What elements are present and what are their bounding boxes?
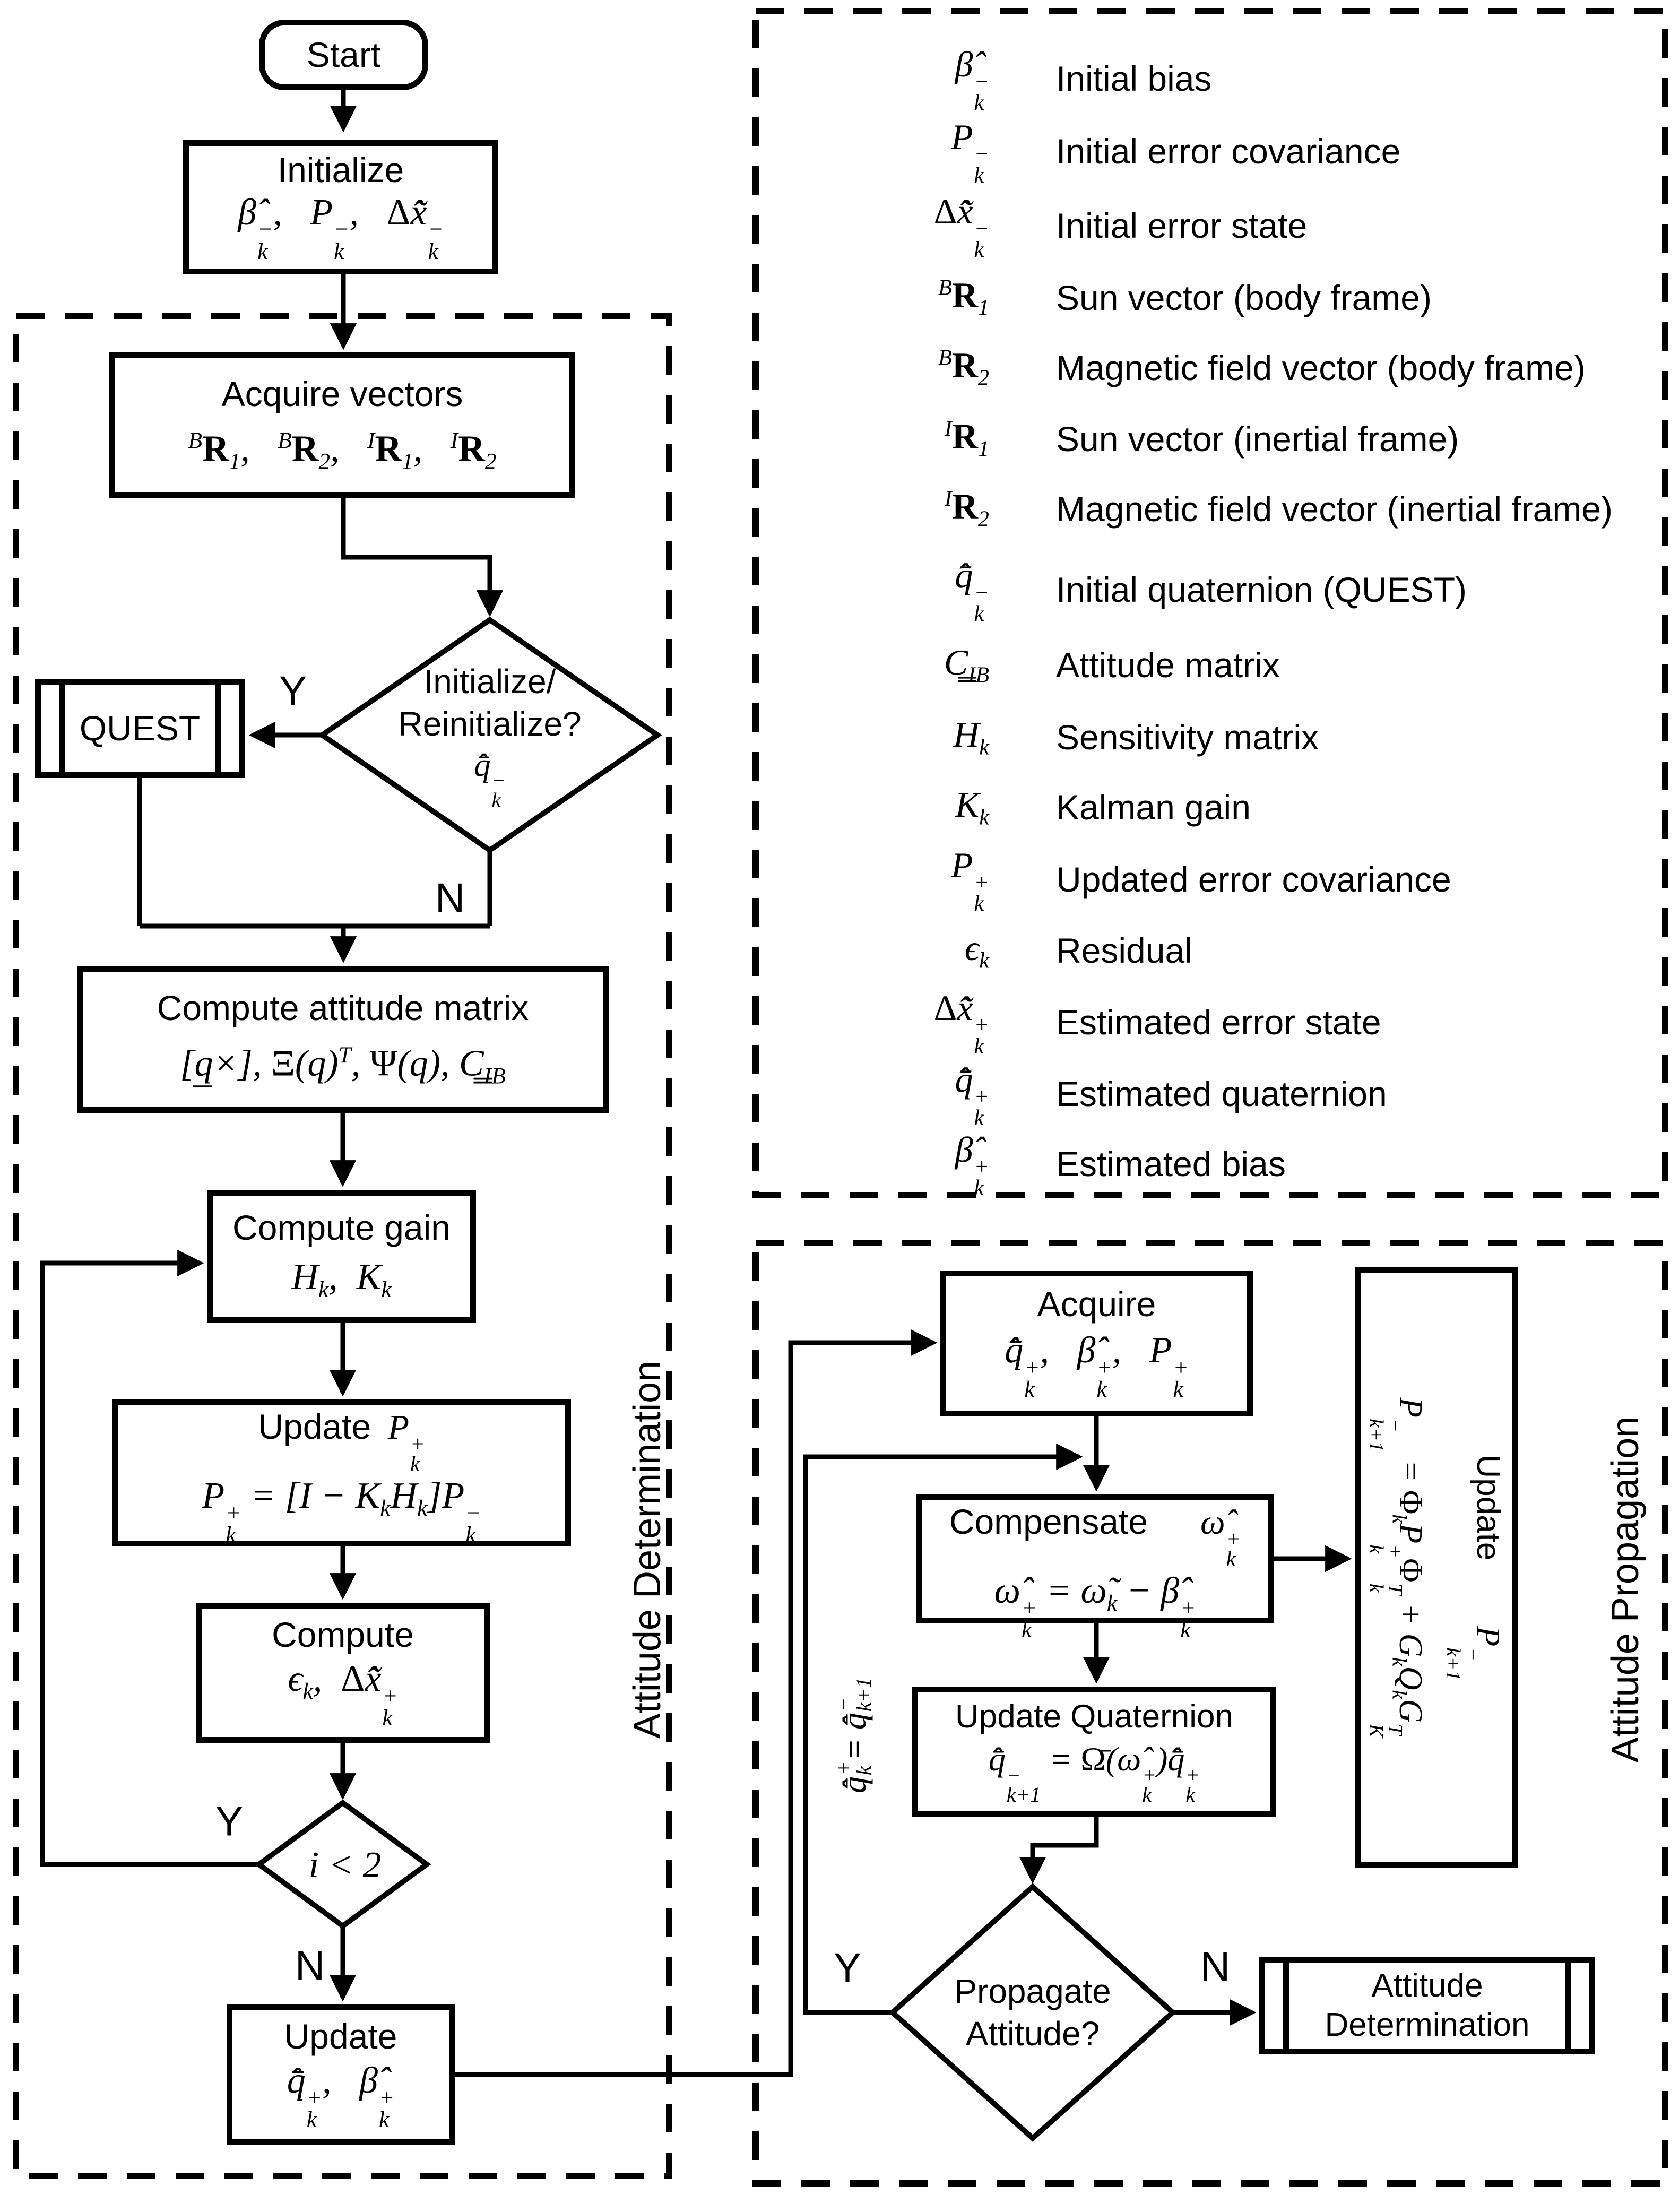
propagate-decision-text: [900, 1949, 1165, 2076]
attitude-propagation-label-wrap: [1584, 1351, 1666, 1828]
update-p-math: P + k = $[I - K_kH_k]P$ − k: [202, 1475, 481, 1548]
update-covariance-node-right: [1355, 1267, 1518, 1868]
iteration-decision-text: [276, 1834, 414, 1897]
iteration-yes-label: Y: [215, 1798, 244, 1845]
propagate-line2: Attitude?: [965, 2015, 1100, 2053]
init-decision-yes-label: Y: [279, 667, 307, 714]
init-decision-text: [357, 650, 622, 820]
update-covariance-title: Update P − k+1: [1442, 1454, 1507, 1681]
initialize-title: Initialize: [277, 150, 404, 190]
feedback-label: q̄̂ + k = q̄̂ − k+1: [832, 1677, 876, 1794]
legend-symbol: $\epsilon_k$: [964, 928, 989, 973]
propagate-no-label: N: [1200, 1943, 1231, 1990]
compute-attitude-math: [q̲×], $\Xi(q)^T$, Ψ(q), $C̳_{IB}$: [180, 1042, 506, 1088]
quest-node: [35, 679, 245, 778]
legend-description: Estimated quaternion: [1056, 1074, 1387, 1113]
compute-attitude-node: [77, 966, 609, 1113]
attdet-left-bar: [1283, 1963, 1289, 2049]
legend-description: Initial error state: [1056, 206, 1308, 245]
legend-symbol: $^BR_1$: [938, 275, 989, 321]
legend-symbol: $^IR_2$: [944, 486, 989, 532]
legend-symbol: $H_k$: [953, 714, 989, 760]
legend-description: Attitude matrix: [1056, 645, 1280, 685]
legend-symbol: $C̳_{IB}$: [944, 642, 989, 688]
legend-description: Magnetic field vector (inertial frame): [1056, 489, 1613, 529]
initialize-node: [183, 140, 498, 274]
legend-symbol: q̄̂ − k: [955, 555, 989, 627]
propagate-yes-label: Y: [833, 1944, 862, 1991]
quest-label: QUEST: [79, 708, 201, 748]
legend-description: Estimated bias: [1056, 1144, 1286, 1183]
acquire-vectors-node: [109, 352, 575, 498]
compute-residual-node: [196, 1603, 490, 1743]
compute-gain-title: Compute gain: [232, 1207, 451, 1247]
attdet-ref-line1: Attitude: [1371, 1967, 1483, 2004]
legend-symbol: P − k: [951, 116, 989, 188]
init-decision-math: q̄̂ − k: [474, 747, 506, 811]
legend-panel: [756, 11, 1665, 1201]
acquire-vectors-title: Acquire vectors: [221, 374, 463, 414]
start-node: [259, 20, 428, 90]
attitude-determination-ref-node: [1259, 1957, 1595, 2054]
propagate-line1: Propagate: [954, 1972, 1111, 2010]
attdet-right-bar: [1565, 1963, 1571, 2049]
compensate-math: ω̂ + k = $\omegã_k$ − β̂ + k: [994, 1570, 1196, 1643]
start-label: Start: [306, 34, 381, 74]
legend-description: Initial quaternion (QUEST): [1056, 570, 1467, 609]
update-state-math: q̄̂ + k , β̂ + k: [287, 2060, 395, 2132]
compute-residual-title: Compute: [272, 1614, 414, 1654]
initialize-math: β̂ − k , P − k , Δx̃̂ − k: [238, 192, 444, 264]
legend-description: Updated error covariance: [1056, 860, 1451, 899]
update-state-title: Update: [284, 2016, 397, 2056]
legend-description: Magnetic field vector (body frame): [1056, 348, 1586, 387]
init-decision-line2: Reinitialize?: [398, 704, 582, 743]
acquire-state-math: q̄̂ + k , β̂ + k , P + k: [1005, 1330, 1189, 1403]
legend-symbol: $K_k$: [955, 784, 989, 830]
acquire-state-title: Acquire: [1037, 1284, 1156, 1324]
update-covariance-rotated-content: [1361, 1273, 1512, 1862]
acquire-vectors-math: $^BR_1$, $^BR_2$, $^IR_1$, $^IR_2$: [188, 428, 497, 474]
legend-description: Initial error covariance: [1056, 132, 1401, 171]
iteration-condition: i < 2: [308, 1845, 382, 1886]
legend-symbol: β̂ − k: [955, 44, 989, 116]
feedback-label-wrap: [820, 1539, 889, 1932]
update-quaternion-node: [912, 1687, 1276, 1817]
legend-description: Sensitivity matrix: [1056, 718, 1319, 757]
compute-attitude-title: Compute attitude matrix: [157, 988, 529, 1028]
legend-description: Kalman gain: [1056, 788, 1251, 827]
update-covariance-node-left: [112, 1399, 571, 1546]
legend-description: Initial bias: [1056, 59, 1212, 98]
init-decision-line1: Initialize/: [423, 662, 556, 701]
attitude-determination-label: Attitude Determination: [626, 1360, 669, 1739]
init-decision-no-label: N: [435, 874, 465, 921]
attitude-determination-label-wrap: [610, 1332, 685, 1767]
attdet-ref-line2: Determination: [1325, 2007, 1530, 2043]
update-quaternion-math: q̄̂ − k+1 = Ω̄(ω̂ + k )q̄̂ + k: [988, 1740, 1200, 1807]
compute-gain-math: $H_k$, $K_k$: [291, 1257, 392, 1303]
update-p-title: Update P + k: [258, 1407, 425, 1476]
legend-symbol: Δx̃̂ − k: [933, 191, 989, 263]
legend-symbol: $^IR_1$: [944, 416, 989, 462]
legend-description: Residual: [1056, 931, 1192, 970]
legend-description: Sun vector (inertial frame): [1056, 419, 1459, 459]
iteration-no-label: N: [295, 1942, 325, 1989]
quest-left-bar: [59, 685, 65, 772]
quest-right-bar: [215, 685, 221, 772]
compensate-node: [916, 1494, 1274, 1643]
legend-symbol: q̄̂ + k: [955, 1059, 989, 1131]
compute-gain-node: [207, 1190, 476, 1323]
update-state-node: [227, 2004, 455, 2145]
legend-symbol: $^BR_2$: [938, 345, 989, 391]
update-quaternion-title: Update Quaternion: [955, 1698, 1233, 1735]
legend-symbol: Δx̃̂ + k: [933, 987, 989, 1059]
compute-residual-math: $\epsilon_k$, Δx̃̂ + k: [288, 1658, 398, 1731]
compensate-title: Compensate ω̂ + k: [949, 1502, 1241, 1571]
legend-description: Estimated error state: [1056, 1003, 1381, 1042]
legend-symbol: P + k: [951, 844, 989, 917]
attitude-propagation-label: Attitude Propagation: [1604, 1416, 1647, 1763]
acquire-state-node: [940, 1271, 1253, 1416]
legend-symbol: β̂ + k: [955, 1129, 989, 1201]
legend-description: Sun vector (body frame): [1056, 278, 1432, 317]
update-covariance-math: P − k+1 = $\Phi_kP$ + k Φ T k + $G_kQ_kG$ T K: [1364, 1397, 1429, 1738]
